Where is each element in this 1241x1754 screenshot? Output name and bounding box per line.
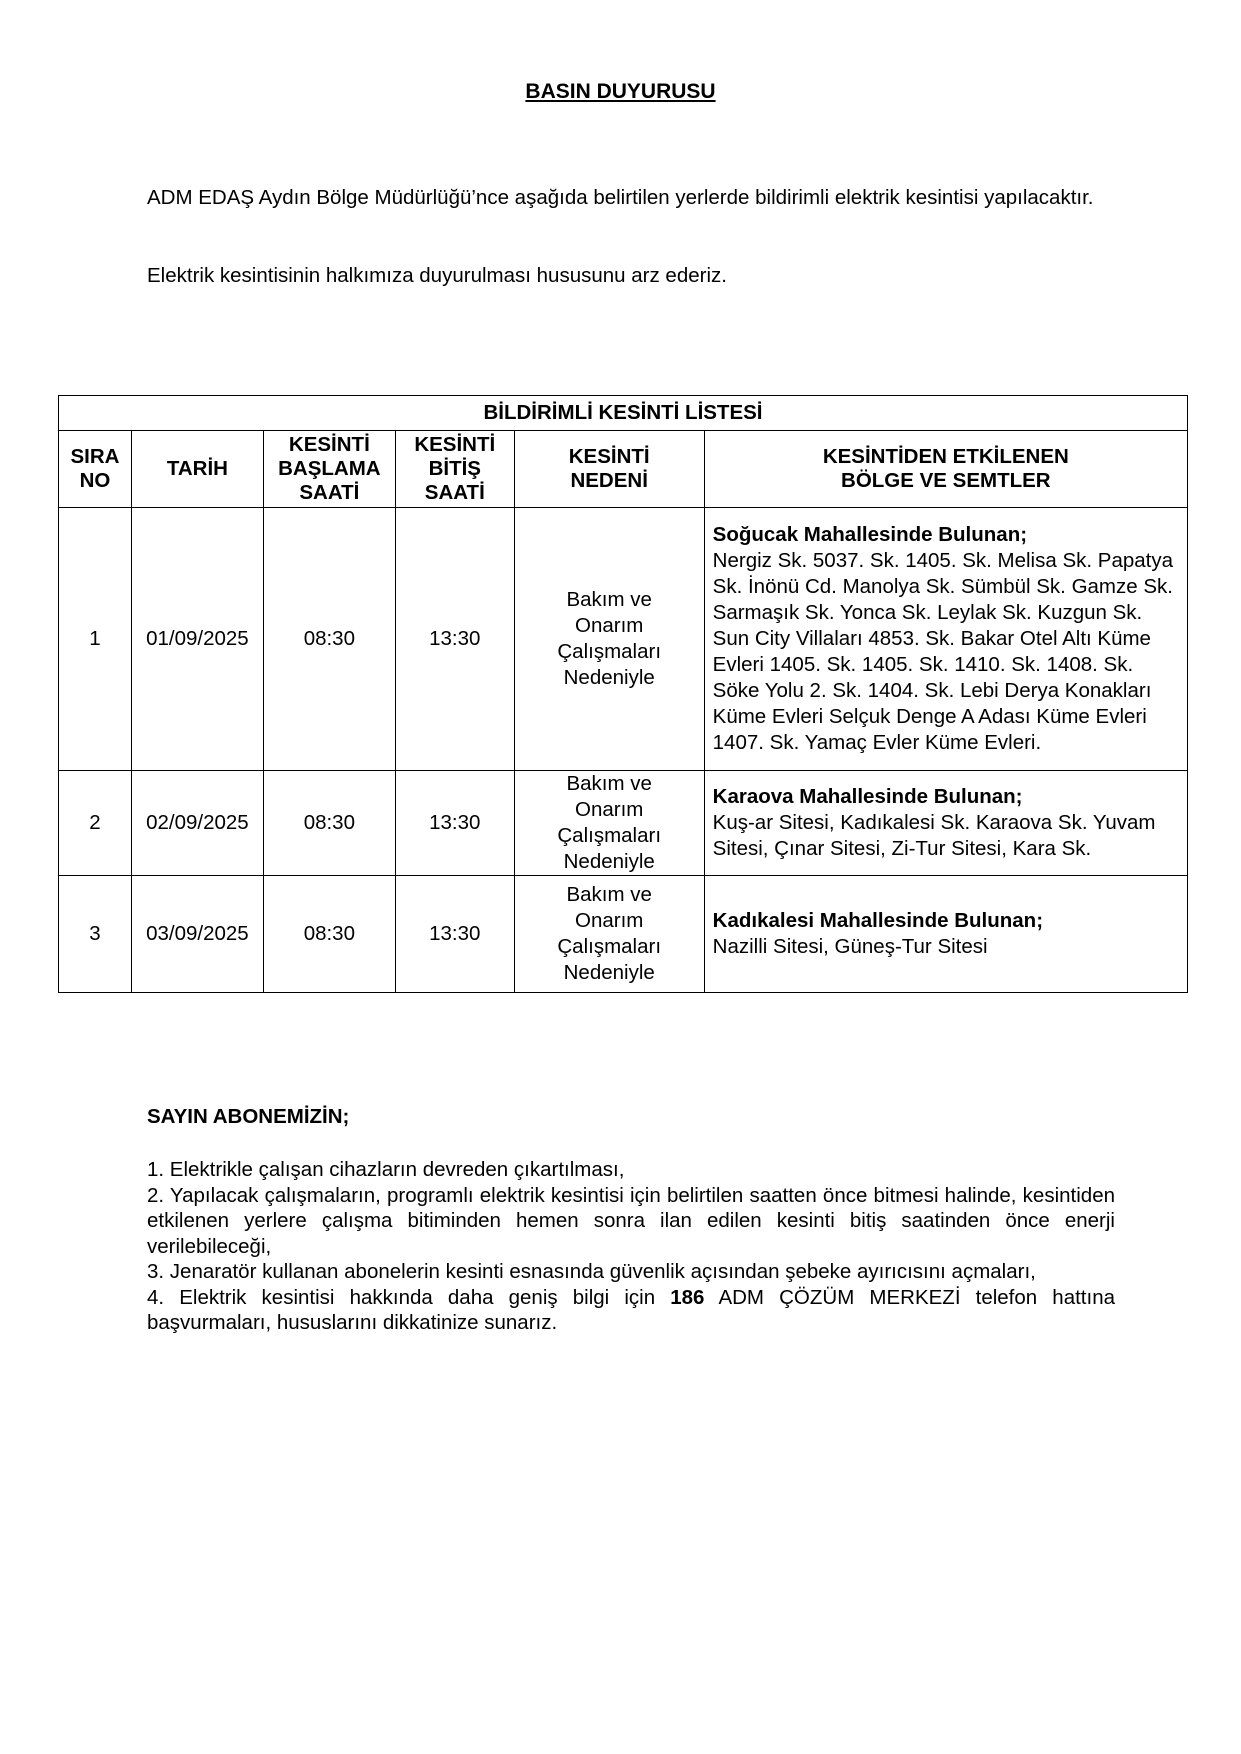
area-detail: Nazilli Sitesi, Güneş-Tur Sitesi <box>712 935 988 958</box>
cell-end: 13:30 <box>395 508 514 771</box>
cell-end: 13:30 <box>395 876 514 993</box>
cell-start: 08:30 <box>263 508 395 771</box>
header-sira-no: SIRA NO <box>59 431 132 508</box>
outage-table <box>58 395 1188 993</box>
area-title: Kadıkalesi Mahallesinde Bulunan; <box>712 909 1044 932</box>
table-row <box>59 508 1188 771</box>
cell-reason <box>514 771 704 876</box>
reason-text: Bakım ve Onarım Çalışmaları Nedeniyle <box>557 772 662 873</box>
cell-area <box>704 771 1187 876</box>
notice-heading: SAYIN ABONEMİZİN; <box>147 1105 350 1128</box>
table-header-row <box>59 431 1188 508</box>
cell-reason <box>514 876 704 993</box>
cell-start: 08:30 <box>263 876 395 993</box>
header-bolge: KESİNTİDEN ETKİLENEN BÖLGE VE SEMTLER <box>704 431 1187 508</box>
notice-item-4-prefix: 4. Elektrik kesintisi hakkında daha geniş bilgi için <box>147 1285 671 1309</box>
reason-text: Bakım ve Onarım Çalışmaları Nedeniyle <box>557 883 662 984</box>
table-row <box>59 876 1188 993</box>
notice-item-1: 1. Elektrikle çalışan cihazların devreden çıkartılması, <box>147 1158 625 1181</box>
notice-item-3: 3. Jenaratör kullanan abonelerin kesinti esnasında güvenlik açısından şebeke ayırıcısını açmaları, <box>147 1260 1036 1283</box>
cell-area <box>704 876 1187 993</box>
area-detail: Nergiz Sk. 5037. Sk. 1405. Sk. Melisa Sk. Papatya Sk. İnönü Cd. Manolya Sk. Sümbül Sk. Gamze Sk. Sarmaşık Sk. Yonca Sk. Leylak Sk. Kuzgun Sk. Sun City Villaları 4853. Sk. Bakar Otel Altı Küme Evleri 1405. Sk. 1405. Sk. 1410. Sk. 1408. Sk. Söke Yolu 2. Sk. 1404. Sk. Lebi Derya Konakları Küme Evleri Selçuk Denge A Adası Küme Evleri 1407. Sk. Yamaç Evler Küme Evleri. <box>712 549 1173 754</box>
table-row <box>59 771 1188 876</box>
header-baslama: KESİNTİ BAŞLAMA SAATİ <box>263 431 395 508</box>
intro-paragraph: ADM EDAŞ Aydın Bölge Müdürlüğü’nce aşağıda belirtilen yerlerde bildirimli elektrik kesintisi yapılacaktır. <box>147 186 1094 209</box>
document-title: BASIN DUYURUSU <box>525 80 716 103</box>
header-bitis: KESİNTİ BİTİŞ SAATİ <box>395 431 514 508</box>
table-title-row <box>59 396 1188 431</box>
cell-reason <box>514 508 704 771</box>
cell-start: 08:30 <box>263 771 395 876</box>
request-paragraph: Elektrik kesintisinin halkımıza duyurulması hususunu arz ederiz. <box>147 264 727 287</box>
header-neden: KESİNTİ NEDENİ <box>514 431 704 508</box>
cell-area <box>704 508 1187 771</box>
cell-no: 3 <box>59 876 132 993</box>
cell-end: 13:30 <box>395 771 514 876</box>
cell-no: 2 <box>59 771 132 876</box>
cell-date: 02/09/2025 <box>131 771 263 876</box>
area-title: Karaova Mahallesinde Bulunan; <box>712 785 1023 808</box>
header-tarih: TARİH <box>131 431 263 508</box>
cell-date: 01/09/2025 <box>131 508 263 771</box>
area-detail: Kuş-ar Sitesi, Kadıkalesi Sk. Karaova Sk. Yuvam Sitesi, Çınar Sitesi, Zi-Tur Sitesi, Kara Sk. <box>712 811 1156 860</box>
notice-item-2: 2. Yapılacak çalışmaların, programlı elektrik kesintisi için belirtilen saatten önce bitmesi halinde, kesintiden etkilenen yerlere çalışma bitiminden hemen sonra ilan edilen kesinti bitiş saatinden önce enerji verilebileceği, <box>147 1183 1115 1258</box>
table-title: BİLDİRİMLİ KESİNTİ LİSTESİ <box>59 396 1188 431</box>
support-phone-number: 186 <box>670 1285 705 1309</box>
notice-list <box>147 1157 1115 1336</box>
cell-no: 1 <box>59 508 132 771</box>
notice-item-4 <box>147 1285 1115 1336</box>
reason-text: Bakım ve Onarım Çalışmaları Nedeniyle <box>557 588 662 689</box>
cell-date: 03/09/2025 <box>131 876 263 993</box>
area-title: Soğucak Mahallesinde Bulunan; <box>712 523 1028 546</box>
notice-item-4-suffix: ADM ÇÖZÜM MERKEZİ telefon hattına başvurmaları, hususlarını dikkatinize sunarız. <box>147 1285 1115 1334</box>
